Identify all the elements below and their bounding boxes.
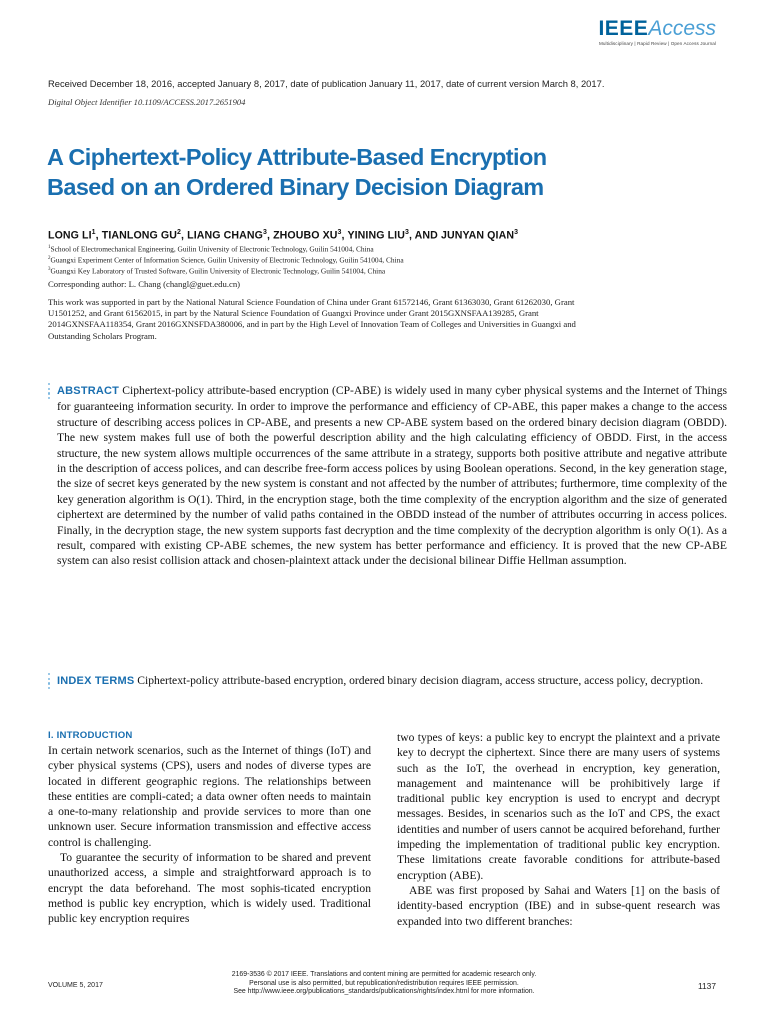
footer-volume: VOLUME 5, 2017 — [48, 982, 103, 989]
affiliation-text: Guangxi Key Laboratory of Trusted Software, Guilin University of Electronic Technology, Guilin 541004, China — [50, 266, 386, 276]
affiliations — [48, 243, 404, 276]
logo-access: Access — [648, 17, 716, 40]
footer-copyright — [150, 971, 618, 997]
copyright-line: 2169-3536 © 2017 IEEE. Translations and content mining are permitted for academic research only. — [231, 971, 537, 978]
index-terms — [57, 673, 727, 689]
index-terms-text: Ciphertext-policy attribute-based encryption, ordered binary decision diagram, access structure, access policy, decryption. — [137, 674, 704, 687]
affiliation-text: Guangxi Experiment Center of Information Science, Guilin University of Electronic Technology, Guilin 541004, China — [50, 255, 404, 265]
author-affil-sup: 3 — [337, 229, 342, 236]
page-number: 1137 — [697, 981, 716, 991]
affiliation-sup: 3 — [48, 266, 51, 272]
author-name: ZHOUBO XU — [273, 229, 338, 242]
abstract-dots-icon — [48, 383, 51, 401]
affiliation-sup: 1 — [48, 245, 51, 250]
intro-left-column — [48, 729, 371, 927]
affiliation-line — [48, 254, 404, 265]
corresponding-author: Corresponding author: L. Chang (changl@guet.edu.cn) — [48, 279, 241, 289]
doi: Digital Object Identifier 10.1109/ACCESS.2017.2651904 — [48, 97, 246, 107]
logo-wordmark — [598, 18, 716, 40]
paper-title — [47, 142, 667, 202]
affiliation-text: School of Electromechanical Engineering, Guilin University of Electronic Technology, Guilin 541004, China — [50, 244, 374, 254]
logo-ieee: IEEE — [598, 17, 649, 40]
copyright-link[interactable]: See http://www.ieee.org/publications_standards/publications/rights/index.html for more information. — [233, 988, 535, 996]
author-affil-sup: 3 — [262, 229, 267, 236]
affiliation-line — [48, 265, 404, 276]
title-line-2: Based on an Ordered Binary Decision Diagram — [47, 174, 544, 200]
abstract-label: ABSTRACT — [57, 385, 120, 397]
author-name: AND JUNYAN QIAN — [414, 229, 515, 242]
index-terms-label: INDEX TERMS — [57, 675, 135, 687]
author-name: LIANG CHANG — [187, 229, 263, 242]
author-name: YINING LIU — [347, 229, 405, 242]
affiliation-line — [48, 243, 404, 254]
received-dates: Received December 18, 2016, accepted January 8, 2017, date of publication January 11, 2017, date of current version March 8, 2017. — [48, 78, 605, 89]
author-list: LONG $LI^1$, TIANLONG $GU^2$, LIANG CHANG$^3$, ZHOUBO $XU^3$, YINING LIU$^3$, AND JUNYAN QIAN$^3$ — [48, 229, 519, 242]
author-affil-sup: 2 — [177, 229, 182, 236]
author-affil-sup: 1 — [91, 229, 96, 236]
abstract — [57, 383, 727, 569]
intro-right-column — [397, 730, 720, 929]
title-line-1: A Ciphertext-Policy Attribute-Based Encryption — [47, 144, 547, 170]
intro-paragraph: To guarantee the security of information to be shared and prevent unauthorized access, a simple and straightforward approach is to encrypt the data beforehand. The most sophis-ticated encryption method is public key encryption, which is widely used. Traditional public key encryption requires — [48, 851, 371, 926]
funding-note: This work was supported in part by the National Natural Science Foundation of China under Grant 61572146, Grant 61363030, Grant 61262030, Grant U1501252, and Grant 61562015, in part by the Natural Science Foundation of Guangxi Province under Grant 2015GXNSFAA139285, Grant 2014GXNSFAA118354, Grant 2016GXNSFDA380006, and in part by the High Level of Innovation Team of Colleges and Universities in Guangxi and Outstanding Scholars Program. — [48, 297, 576, 341]
logo-tagline: Multidisciplinary | Rapid Review | Open Access Journal — [598, 41, 716, 46]
journal-logo — [598, 18, 716, 46]
affiliation-sup: 2 — [48, 255, 51, 261]
abstract-text: Ciphertext-policy attribute-based encryption (CP-ABE) is widely used in many cyber physical systems and the Internet of Things for guaranteeing information security. In order to improve the performance and efficiency of CP-ABE, this paper makes a change to the access structure of describing access polices in CP-ABE, and presents a new CP-ABE system based on the ordered binary decision diagram (OBDD). The new system makes full use of both the powerful description ability and the high calculating efficiency of OBDD. First, in the access structure, the new system allows multiple occurrences of the same attribute in a strategy, supports both positive attribute and negative attribute in the description of access polices, and can describe free-form access polices by using Boolean operations. Second, in the key generation stage, the size of secret keys generated by the new system is constant and not affected by the number of attributes; furthermore, time complexity of the key generation algorithm is O(1). Third, in the encryption stage, both the time complexity of the encryption algorithm and the size of generated ciphertext are determined by the number of valid paths contained in the OBDD instead of the number of attributes occurring in access polices. Finally, in the decryption stage, the new system supports fast decryption and the time complexity of the decryption algorithm is only O(1). As a result, compared with existing CP-ABE schemes, the new system has better performance and efficiency. It is proved that the new CP-ABE system can also resist collision attack and chosen-plaintext attack under the decisional bilinear Diffie Hellman assumption. — [57, 384, 728, 568]
index-terms-dots-icon — [48, 673, 51, 691]
author-name: LONG LI — [48, 229, 92, 242]
author-affil-sup: 3 — [514, 229, 519, 236]
section-heading: I. INTRODUCTION — [48, 730, 133, 741]
intro-paragraph: In certain network scenarios, such as the Internet of things (IoT) and cyber physical systems (CPS), users and nodes of diverse types are located in different geographic regions. The relationships between these entities are compli-cated; a data owner often needs to maintain a one-to-many relationship and provide services to more than one unknown user. Secure information transmission and effective access control is challenging. — [48, 744, 371, 849]
author-affil-sup: 3 — [404, 229, 409, 236]
intro-paragraph: ABE was first proposed by Sahai and Waters [1] on the basis of identity-based encryption (IBE) and in subse-quent research was expanded into two different branches: — [397, 883, 720, 928]
copyright-line: Personal use is also permitted, but republication/redistribution requires IEEE permission. — [249, 979, 519, 987]
intro-paragraph: two types of keys: a public key to encrypt the plaintext and a private key to decrypt the ciphertext. Since there are many users of systems such as the IoT, the overhead in encryption, key generation, management and maintenance will be prohibitively large if traditional public key encryption is used to encrypt and decrypt messages. Besides, in scenarios such as the IoT and CPS, the exact identities and number of users cannot be acquired beforehand, further impeding the implementation of traditional public key encryption. These limitations create favorable conditions for attribute-based encryption (ABE). — [397, 731, 720, 882]
author-name: TIANLONG GU — [101, 229, 178, 242]
